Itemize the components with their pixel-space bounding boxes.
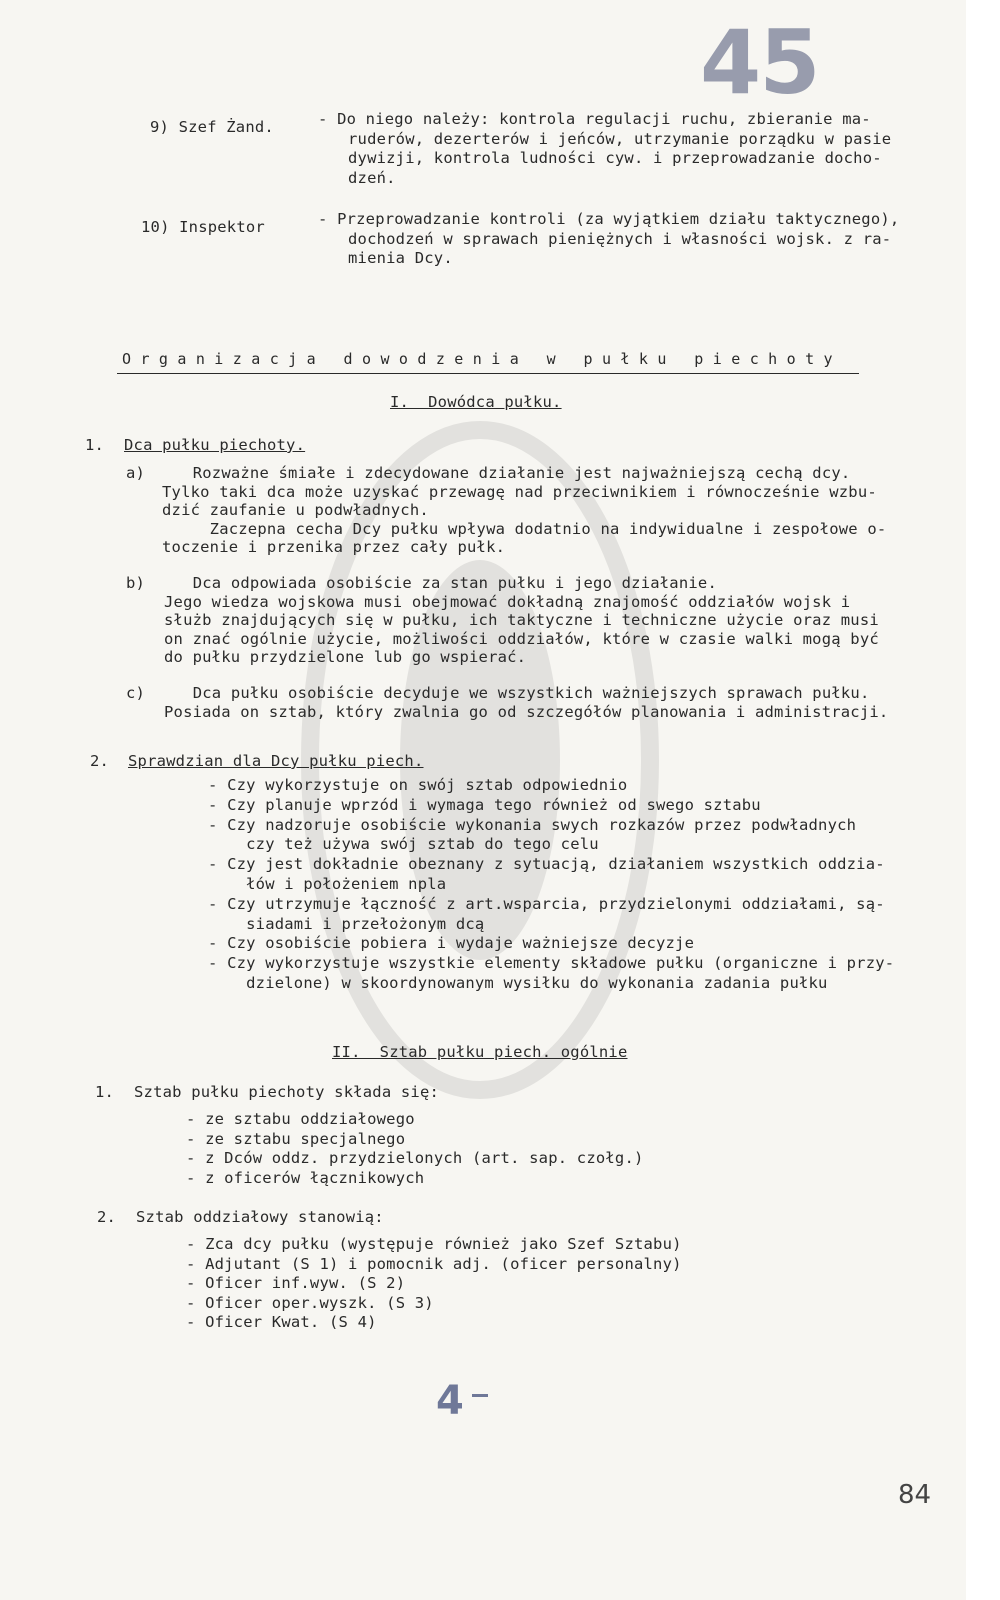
list-item: - ze sztabu specjalnego bbox=[186, 1129, 406, 1148]
text-line: służb znajdujących się w pułku, ich taktyczne i techniczne użycie oraz musi bbox=[164, 611, 879, 629]
page-margin bbox=[966, 0, 1000, 1600]
chapter2-title: II. Sztab pułku piech. ogólnie bbox=[332, 1043, 628, 1061]
unit-staff-list bbox=[186, 1235, 682, 1333]
checklist-item: łów i położeniem npla bbox=[208, 874, 447, 893]
list-item: - z Dców oddz. przydzielonych (art. sap. czołg.) bbox=[186, 1149, 644, 1167]
checklist bbox=[208, 776, 894, 994]
text-line: Tylko taki dca może uzyskać przewagę nad przeciwnikiem i równocześnie wzbu- bbox=[162, 482, 877, 501]
chapter2-item2-title: Sztab oddziałowy stanowią: bbox=[136, 1208, 384, 1226]
section10-text bbox=[318, 210, 899, 269]
handwritten-corner-number: 84 bbox=[898, 1480, 932, 1510]
text-line: Jego wiedza wojskowa musi obejmować dokładną znajomość oddziałów wojsk i bbox=[164, 592, 851, 611]
section10-label: 10) Inspektor bbox=[141, 218, 265, 236]
text-line: toczenie i przenika przez cały pułk. bbox=[162, 538, 506, 556]
section9-label: 9) Szef Żand. bbox=[150, 118, 274, 136]
text-line: - Do niego należy: kontrola regulacji ruchu, zbieranie ma- bbox=[318, 110, 871, 128]
archive-stamp-number: 45 bbox=[700, 11, 819, 114]
text-line: dywizji, kontrola ludności cyw. i przeprowadzanie docho- bbox=[348, 149, 882, 167]
handwritten-dash bbox=[472, 1394, 488, 1397]
chapter2-item1-number: 1. bbox=[95, 1083, 115, 1101]
text-line: dzeń. bbox=[348, 168, 396, 187]
paragraph-b bbox=[126, 574, 879, 667]
checklist-item: dzielone) w skoordynowanym wysiłku do wykonania zadania pułku bbox=[208, 973, 828, 992]
checklist-item: - Czy utrzymuje łączność z art.wsparcia, przydzielonymi oddziałami, są- bbox=[208, 894, 885, 913]
checklist-item: - Czy wykorzystuje on swój sztab odpowiednio bbox=[208, 776, 628, 794]
paragraph-a bbox=[126, 464, 886, 557]
text-line: Posiada on sztab, który zwalnia go od szczegółów planowania i administracji. bbox=[164, 702, 889, 721]
text-line: ruderów, dezerterów i jeńców, utrzymanie porządku w pasie bbox=[348, 129, 892, 148]
text-line: on znać ogólnie użycie, możliwości oddziałów, które w czasie walki mogą być bbox=[164, 629, 879, 648]
title-underline bbox=[117, 373, 859, 374]
text-line: mienia Dcy. bbox=[348, 249, 453, 267]
text-line: a) Rozważne śmiałe i zdecydowane działanie jest najważniejszą cechą dcy. bbox=[126, 464, 851, 482]
staff-composition-list bbox=[186, 1110, 644, 1188]
section9-text bbox=[318, 110, 891, 188]
main-title: O r g a n i z a c j a d o w o d z e n i a w p u ł k u p i e c h o t y bbox=[122, 350, 833, 368]
list-item: - ze sztabu oddziałowego bbox=[186, 1110, 415, 1128]
text-line: Zaczepna cecha Dcy pułku wpływa dodatnio na indywidualne i zespołowe o- bbox=[162, 519, 887, 538]
list-item: - Oficer oper.wyszk. (S 3) bbox=[186, 1293, 434, 1312]
chapter1-title: I. Dowódca pułku. bbox=[390, 393, 562, 411]
chapter1-item2-number: 2. bbox=[90, 752, 110, 770]
text-line: dzić zaufanie u podwładnych. bbox=[162, 501, 429, 519]
checklist-item: - Czy wykorzystuje wszystkie elementy składowe pułku (organiczne i przy- bbox=[208, 954, 895, 973]
text-line: do pułku przydzielone lub go wspierać. bbox=[164, 648, 527, 666]
chapter1-item1-title: Dca pułku piechoty. bbox=[124, 436, 306, 454]
handwritten-page-mark: 4 bbox=[436, 1378, 464, 1424]
checklist-item: czy też używa swój sztab do tego celu bbox=[208, 835, 599, 854]
list-item: - Adjutant (S 1) i pomocnik adj. (oficer personalny) bbox=[186, 1254, 682, 1273]
text-line: - Przeprowadzanie kontroli (za wyjątkiem działu taktycznego), bbox=[318, 210, 900, 228]
list-item: - Oficer inf.wyw. (S 2) bbox=[186, 1274, 406, 1292]
checklist-item: siadami i przełożonym dcą bbox=[208, 914, 485, 933]
checklist-item: - Czy planuje wprzód i wymaga tego również od swego sztabu bbox=[208, 795, 761, 814]
text-line: dochodzeń w sprawach pieniężnych i własności wojsk. z ra- bbox=[348, 229, 892, 248]
checklist-item: - Czy jest dokładnie obeznany z sytuacją, działaniem wszystkich oddzia- bbox=[208, 855, 885, 874]
checklist-item: - Czy nadzoruje osobiście wykonania swych rozkazów przez podwładnych bbox=[208, 815, 857, 834]
list-item: - Zca dcy pułku (występuje również jako Szef Sztabu) bbox=[186, 1235, 682, 1253]
chapter1-item1-number: 1. bbox=[85, 436, 105, 454]
list-item: - z oficerów łącznikowych bbox=[186, 1168, 425, 1187]
text-line: c) Dca pułku osobiście decyduje we wszystkich ważniejszych sprawach pułku. bbox=[126, 684, 870, 702]
list-item: - Oficer Kwat. (S 4) bbox=[186, 1313, 377, 1331]
chapter2-item1-title: Sztab pułku piechoty składa się: bbox=[134, 1083, 440, 1101]
chapter2-item2-number: 2. bbox=[97, 1208, 117, 1226]
text-line: b) Dca odpowiada osobiście za stan pułku i jego działanie. bbox=[126, 574, 717, 592]
paragraph-c bbox=[126, 684, 888, 721]
checklist-item: - Czy osobiście pobiera i wydaje ważniejsze decyzje bbox=[208, 934, 695, 953]
chapter1-item2-title: Sprawdzian dla Dcy pułku piech. bbox=[128, 752, 424, 770]
